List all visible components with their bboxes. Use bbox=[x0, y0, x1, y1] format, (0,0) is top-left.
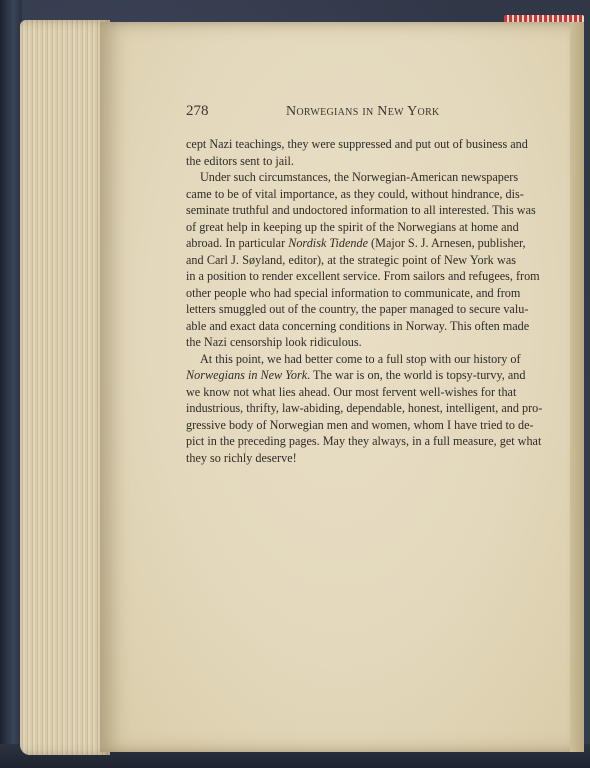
text-segment: cept Nazi teachings, they were suppressed and put out of business and bbox=[186, 137, 528, 151]
text-line bbox=[186, 351, 521, 368]
text-segment: they so richly deserve! bbox=[186, 450, 297, 465]
text-segment: . The war is on, the world is topsy-turvy, and bbox=[307, 368, 526, 382]
text-segment: Under such circumstances, the Norwegian-American newspapers bbox=[200, 170, 519, 184]
text-line bbox=[186, 433, 542, 450]
text-line bbox=[186, 136, 528, 153]
text-segment: able and exact data concerning conditions in Norway. This often made bbox=[186, 318, 530, 333]
text-line bbox=[186, 235, 526, 252]
text-segment: seminate truthful and undoctored information to all interested. This was bbox=[186, 203, 536, 217]
text-segment: the Nazi censorship look ridiculous. bbox=[186, 335, 362, 349]
paper-mark bbox=[245, 440, 246, 454]
text-segment: At this point, we had better come to a full stop with our history of bbox=[200, 351, 521, 366]
text-segment: in a position to render excellent service. From sailors and refugees, from bbox=[186, 269, 540, 283]
text-line bbox=[186, 384, 516, 401]
text-line bbox=[186, 318, 530, 335]
text-line bbox=[186, 219, 519, 236]
text-line bbox=[186, 186, 524, 203]
book-spine-edge bbox=[0, 0, 22, 768]
text-line bbox=[186, 252, 516, 269]
text-line bbox=[186, 400, 543, 417]
page-edges bbox=[20, 20, 110, 755]
page-gutter bbox=[570, 22, 584, 752]
page-header bbox=[186, 103, 516, 123]
text-segment: abroad. In particular bbox=[186, 236, 289, 250]
text-line bbox=[186, 169, 519, 186]
text-segment: industrious, thrifty, law-abiding, dependable, honest, intelligent, and pro- bbox=[186, 401, 543, 415]
running-head: Norwegians in New York bbox=[286, 104, 440, 119]
text-segment: of great help in keeping up the spirit of the Norwegians at home and bbox=[186, 219, 519, 234]
text-segment: gressive body of Norwegian men and women, whom I have tried to de- bbox=[186, 417, 534, 432]
text-line bbox=[186, 450, 516, 467]
text-line bbox=[186, 301, 529, 318]
italic-title: Norwegians in New York bbox=[186, 368, 308, 382]
page-number: 278 bbox=[186, 103, 209, 119]
text-line bbox=[186, 367, 526, 384]
text-segment: other people who had special information to communicate, and from bbox=[186, 285, 521, 300]
body-text bbox=[186, 136, 543, 466]
text-line bbox=[186, 268, 540, 285]
text-line bbox=[186, 153, 516, 170]
text-line bbox=[186, 334, 516, 351]
italic-title: Nordisk Tidende bbox=[288, 236, 368, 250]
text-segment: we know not what lies ahead. Our most fervent well-wishes for that bbox=[186, 384, 517, 399]
text-segment: came to be of vital importance, as they could, without hindrance, dis- bbox=[186, 186, 524, 201]
text-line bbox=[186, 285, 521, 302]
text-segment: letters smuggled out of the country, the paper managed to secure valu- bbox=[186, 302, 529, 316]
text-segment: (Major S. J. Arnesen, publisher, bbox=[368, 236, 526, 250]
text-segment: the editors sent to jail. bbox=[186, 153, 294, 168]
text-segment: pict in the preceding pages. May they always, in a full measure, get what bbox=[186, 434, 542, 448]
text-segment: and Carl J. Søyland, editor), at the strategic point of New York was bbox=[186, 252, 516, 267]
text-line bbox=[186, 202, 536, 219]
text-line bbox=[186, 417, 534, 434]
